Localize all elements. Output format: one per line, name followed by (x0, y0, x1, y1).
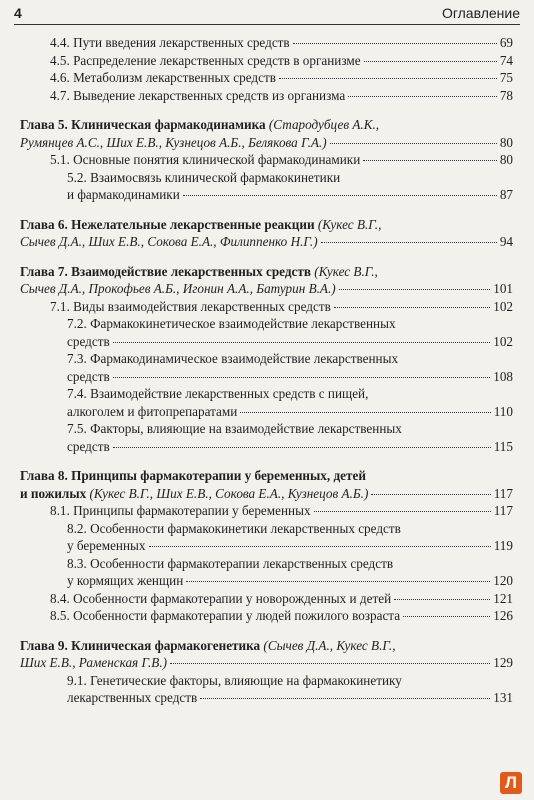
entry-label (67, 186, 180, 204)
toc-section (20, 298, 513, 316)
entry-label (67, 368, 110, 386)
dot-leader (403, 616, 490, 617)
chapter-authors: (Стародубцев А.К., (265, 117, 380, 132)
dot-leader (334, 307, 490, 308)
chapter-row (20, 134, 513, 152)
dot-leader (293, 43, 497, 44)
section-row (50, 52, 513, 70)
chapter-title-line (20, 467, 513, 485)
page-number-ref: 110 (493, 403, 513, 419)
page-number-ref: 78 (499, 87, 513, 103)
entry-label (20, 233, 318, 251)
table-of-contents (20, 34, 513, 707)
section-title-line: у беременных (67, 538, 146, 553)
toc-section (20, 555, 513, 590)
section-title-line: 8.3. Особенности фармакотерапии лекарственных средств (67, 555, 394, 571)
page-number-ref: 129 (493, 655, 513, 670)
section-row (50, 87, 513, 105)
section-row (50, 298, 513, 316)
section-title-line: 7.2. Фармакокинетическое взаимодействие лекарственных (67, 316, 396, 331)
section-row (50, 69, 513, 87)
page-number-ref: 102 (493, 298, 513, 314)
section-title-line: средств (67, 333, 110, 349)
chapter-row (20, 233, 513, 251)
chapter-authors: (Кукес В.Г., Ших Е.В., Сокова Е.А., Кузнецов А.Б.) (86, 485, 369, 501)
section-title-line: 4.7. Выведение лекарственных средств из организма (50, 87, 346, 103)
dot-leader (348, 96, 497, 97)
entry-label (50, 34, 290, 52)
section-row (50, 151, 513, 169)
dot-leader (371, 494, 490, 495)
section-row (50, 502, 513, 520)
chapter-title: и пожилых (20, 485, 87, 501)
entry-label (50, 607, 400, 625)
entry-label (50, 151, 360, 169)
section-row (50, 403, 513, 421)
page-number-ref: 74 (499, 52, 513, 68)
section-row (50, 572, 513, 590)
page-number-ref: 69 (499, 35, 513, 50)
section-title-line: алкоголем и фитопрепаратами (67, 403, 238, 419)
toc-section (20, 607, 513, 625)
dot-leader (394, 599, 490, 600)
publisher-logo-icon: Л (500, 772, 522, 794)
entry-label (67, 537, 146, 555)
toc-section (20, 87, 513, 105)
chapter-authors: Румянцев А.С., Ших Е.В., Кузнецов А.Б., Белякова Г.А.) (20, 134, 327, 150)
chapter-row (20, 654, 513, 672)
entry-label (67, 333, 110, 351)
dot-leader (113, 377, 491, 378)
toc-section (20, 672, 513, 707)
toc-section (20, 52, 513, 70)
toc-section (20, 151, 513, 169)
toc-section (20, 520, 513, 555)
chapter-entry (20, 467, 513, 625)
entry-label (20, 485, 368, 503)
chapter-title: Глава 8. Принципы фармакотерапии у беременных, детей (20, 468, 366, 483)
chapter-title: Глава 5. Клиническая фармакодинамика (20, 117, 266, 132)
chapter-title: Глава 9. Клиническая фармакогенетика (20, 637, 261, 653)
section-title-line: 8.4. Особенности фармакотерапии у новорожденных и детей (50, 590, 392, 606)
page-number-ref: 120 (493, 573, 513, 588)
chapter-entry (20, 637, 513, 707)
section-title-line: 7.1. Виды взаимодействия лекарственных средств (50, 298, 331, 314)
page-number-ref: 117 (493, 485, 513, 501)
entry-label (67, 403, 237, 421)
dot-leader (364, 61, 497, 62)
page-number-ref: 101 (493, 281, 513, 296)
section-row (50, 689, 513, 707)
section-title-line: 7.4. Взаимодействие лекарственных средств с пищей, (67, 386, 369, 401)
toc-section (20, 502, 513, 520)
dot-leader (339, 289, 491, 290)
page-number-ref: 131 (493, 690, 513, 705)
page-number-ref: 102 (493, 333, 513, 349)
toc-section (20, 69, 513, 87)
section-title-line: 5.2. Взаимосвязь клинической фармакокинетики (67, 169, 341, 185)
toc-section (20, 420, 513, 455)
dot-leader (186, 581, 490, 582)
dot-leader (200, 698, 490, 699)
toc-section (20, 315, 513, 350)
chapter-title: Глава 7. Взаимодействие лекарственных средств (20, 263, 311, 279)
page-number-ref: 94 (499, 234, 513, 249)
dot-leader (314, 511, 491, 512)
section-row (50, 537, 513, 555)
page-number-ref: 119 (493, 538, 513, 553)
chapter-row (20, 485, 513, 503)
entry-label (20, 280, 336, 298)
chapter-authors: Сычев Д.А., Прокофьев А.Б., Игонин А.А., Батурин В.А.) (20, 281, 336, 296)
page-number-ref: 80 (499, 152, 513, 167)
toc-section (20, 350, 513, 385)
section-row (50, 34, 513, 52)
entry-label (67, 689, 197, 707)
dot-leader (279, 78, 497, 79)
page-number-ref: 126 (493, 608, 513, 623)
section-title-line: 7.5. Факторы, влияющие на взаимодействие лекарственных (67, 421, 402, 436)
section-title-line: лекарственных средств (67, 690, 198, 705)
section-title-line: 7.3. Фармакодинамическое взаимодействие лекарственных (67, 351, 399, 366)
chapter-row (20, 280, 513, 298)
chapter-entry (20, 216, 513, 251)
dot-leader (183, 195, 497, 196)
entry-label (67, 572, 183, 590)
page-number-ref: 108 (493, 368, 513, 384)
toc-section (20, 590, 513, 608)
chapter-authors: Сычев Д.А., Ших Е.В., Сокова Е.А., Филиппенко Н.Г.) (20, 234, 318, 249)
entry-label (50, 87, 345, 105)
section-title-line: 8.2. Особенности фармакокинетики лекарственных средств (67, 520, 401, 536)
entry-label (50, 52, 361, 70)
dot-leader (321, 242, 497, 243)
entry-label (67, 438, 110, 456)
page-number-ref: 115 (493, 438, 513, 454)
entry-label (20, 134, 327, 152)
section-row (50, 607, 513, 625)
section-title-line: 8.1. Принципы фармакотерапии у беременных (50, 503, 311, 518)
dot-leader (363, 160, 497, 161)
page-header (14, 2, 520, 25)
section-title-line: 4.4. Пути введения лекарственных средств (50, 35, 290, 50)
section-title-line: средств (67, 438, 110, 454)
section-title-line: 4.5. Распределение лекарственных средств в организме (50, 52, 361, 68)
chapter-authors: Ших Е.В., Раменская Г.В.) (20, 655, 168, 670)
entry-label (50, 298, 331, 316)
chapter-authors: (Кукес В.Г., (311, 263, 378, 279)
chapter-title-line (20, 637, 513, 655)
page-number: 4 (14, 5, 22, 21)
section-row (50, 186, 513, 204)
entry-label (20, 654, 167, 672)
chapter-entry (20, 116, 513, 204)
chapter-title-line (20, 263, 513, 281)
page-number-ref: 117 (493, 503, 513, 518)
entry-label (50, 69, 276, 87)
section-title-line: средств (67, 368, 110, 384)
chapter-entry (20, 263, 513, 456)
section-row (50, 590, 513, 608)
section-title-line: у кормящих женщин (67, 573, 184, 588)
section-row (50, 368, 513, 386)
page-number-ref: 80 (499, 134, 513, 150)
page-number-ref: 75 (499, 70, 513, 85)
section-title-line: 4.6. Метаболизм лекарственных средств (50, 70, 276, 85)
chapter-title: Глава 6. Нежелательные лекарственные реакции (20, 216, 315, 232)
dot-leader (113, 447, 491, 448)
section-title-line: 5.1. Основные понятия клинической фармакодинамики (50, 152, 361, 167)
page-number-ref: 121 (493, 590, 513, 606)
running-title: Оглавление (441, 5, 520, 21)
dot-leader (330, 143, 497, 144)
toc-section (20, 169, 513, 204)
section-title-line: 8.5. Особенности фармакотерапии у людей пожилого возраста (50, 608, 401, 623)
section-row (50, 333, 513, 351)
section-row (50, 438, 513, 456)
dot-leader (149, 546, 491, 547)
chapter-title-line (20, 116, 513, 134)
entry-label (50, 502, 311, 520)
toc-section (20, 34, 513, 52)
dot-leader (113, 342, 491, 343)
toc-section (20, 385, 513, 420)
chapter-authors: (Кукес В.Г., (314, 216, 382, 232)
dot-leader (170, 663, 490, 664)
chapter-title-line (20, 216, 513, 234)
section-title-line: и фармакодинамики (67, 187, 180, 202)
page-number-ref: 87 (499, 187, 513, 202)
section-title-line: 9.1. Генетические факторы, влияющие на фармакокинетику (67, 672, 402, 688)
entry-label (50, 590, 391, 608)
dot-leader (240, 412, 490, 413)
chapter-authors: (Сычев Д.А., Кукес В.Г., (260, 637, 396, 653)
